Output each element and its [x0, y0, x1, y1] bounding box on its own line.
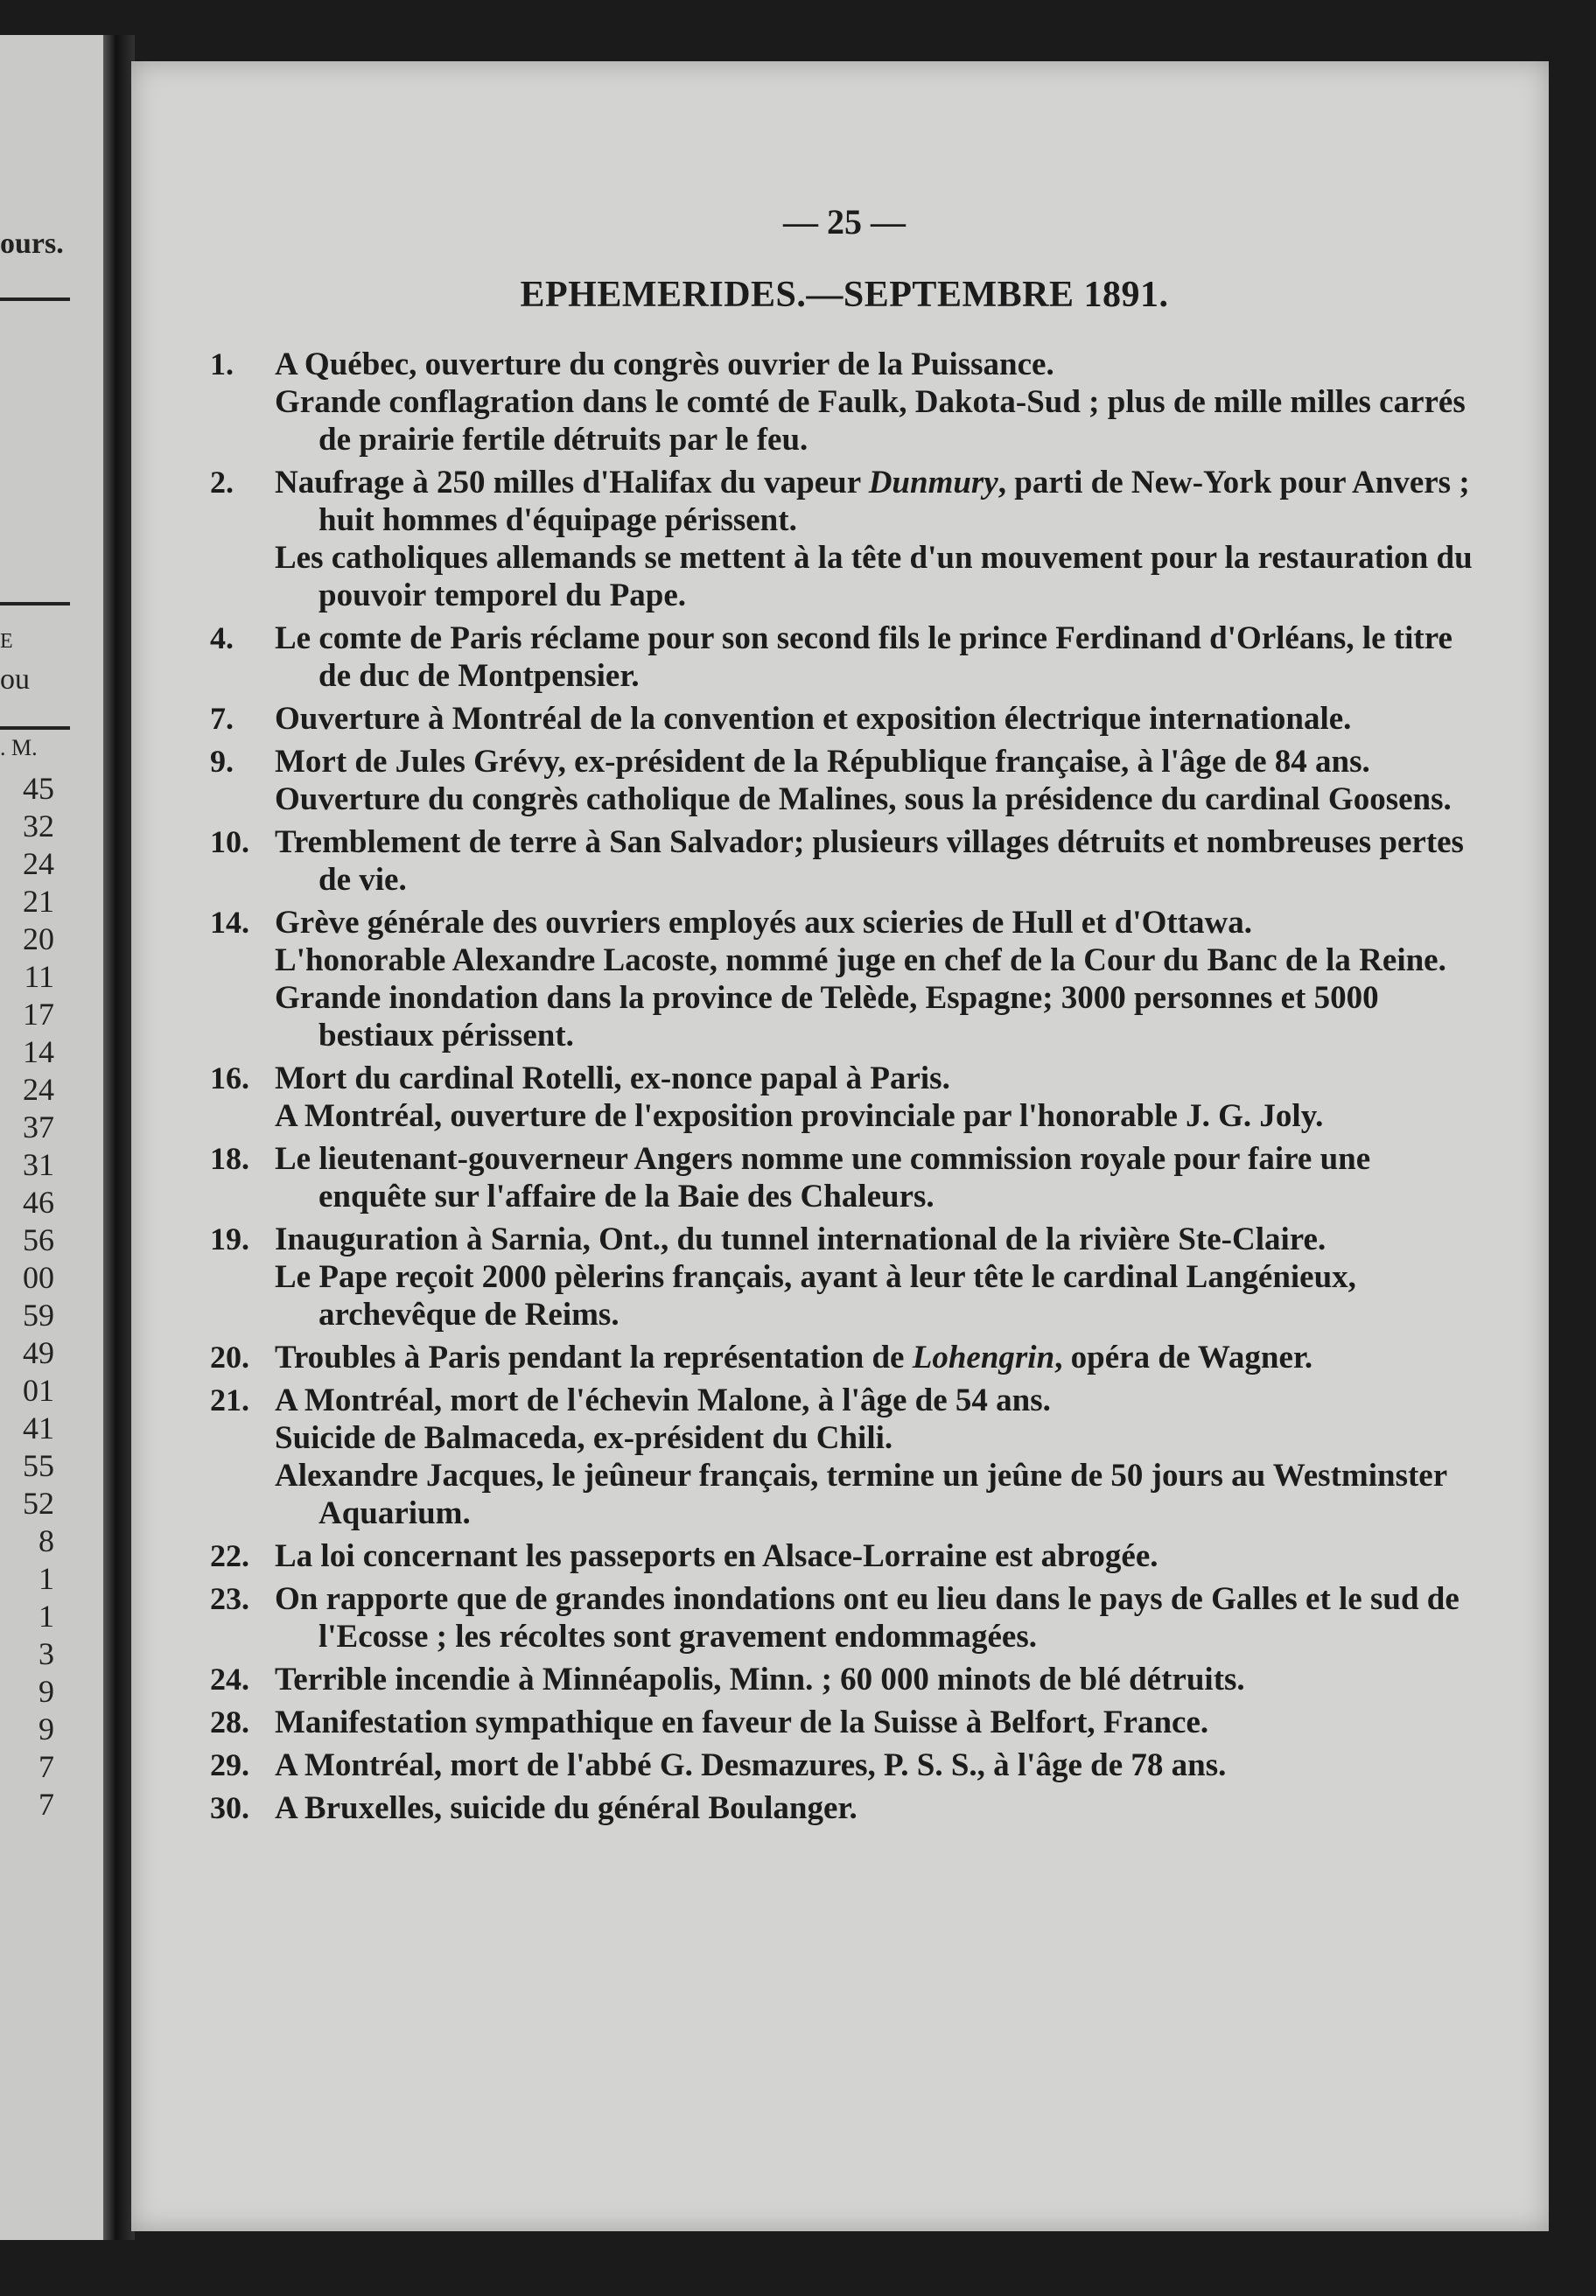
ephemeris-entry — [210, 700, 1479, 738]
left-page-number: 41 — [23, 1410, 54, 1446]
left-page-number: 20 — [23, 921, 54, 956]
entry-event-text: Inauguration à Sarnia, Ont., du tunnel international de la rivière Ste-Claire. — [275, 1222, 1326, 1257]
ephemeris-entry — [210, 1060, 1479, 1135]
ephemeris-entry — [210, 1221, 1479, 1334]
left-page-rule — [0, 298, 70, 301]
entry-event-text: Le comte de Paris réclame pour son second fils le prince Ferdinand d'Orléans, le titre de duc de Montpensier. — [275, 620, 1452, 694]
entry-event-text: Les catholiques allemands se mettent à la tête d'un mouvement pour la restauration du pouvoir temporel du Pape. — [275, 540, 1473, 613]
left-page-number: 3 — [38, 1636, 54, 1671]
entry-event-text: Le lieutenant-gouverneur Angers nomme une commission royale pour faire une enquête sur l'affaire de la Baie des Chaleurs. — [275, 1141, 1371, 1214]
left-page-number: 8 — [38, 1523, 54, 1558]
left-page-number: 7 — [38, 1749, 54, 1784]
ephemerides-list — [210, 346, 1479, 1827]
entry-day: 28. — [210, 1704, 249, 1740]
ephemeris-entry — [210, 743, 1479, 818]
entry-event-text: Grève générale des ouvriers employés aux scieries de Hull et d'Ottawa. — [275, 905, 1252, 941]
entry-day: 10. — [210, 824, 249, 859]
entry-event-text: La loi concernant les passeports en Alsace-Lorraine est abrogée. — [275, 1538, 1158, 1574]
ephemeris-entry — [210, 1537, 1479, 1575]
left-page-number: 14 — [23, 1034, 54, 1069]
left-page-number: 01 — [23, 1373, 54, 1408]
entry-day: 7. — [210, 701, 234, 736]
left-page-number: 9 — [38, 1712, 54, 1746]
entry-event-text: Grande conflagration dans le comté de Faulk, Dakota-Sud ; plus de mille milles carrés de prairie fertile détruits par le feu. — [275, 384, 1466, 458]
left-page-rule — [0, 726, 70, 730]
ephemeris-entry — [210, 1580, 1479, 1656]
left-page-number: 45 — [23, 771, 54, 806]
entry-event-text: Ouverture du congrès catholique de Malines, sous la présidence du cardinal Goosens. — [275, 781, 1452, 817]
entry-day: 20. — [210, 1340, 249, 1375]
entry-event-text: A Québec, ouverture du congrès ouvrier de la Puissance. — [275, 346, 1054, 382]
entry-event-text: Suicide de Balmaceda, ex-président du Chili. — [275, 1420, 893, 1456]
left-page-number: 17 — [23, 997, 54, 1032]
page-number: — 25 — — [783, 202, 906, 242]
entry-day: 19. — [210, 1222, 249, 1256]
left-page-number: 21 — [23, 884, 54, 919]
left-page-text-fragment: ou — [0, 663, 30, 696]
entry-day: 23. — [210, 1581, 249, 1616]
ephemeris-entry — [210, 823, 1479, 899]
left-page-text-fragment: E — [0, 630, 13, 653]
entry-day: 14. — [210, 905, 249, 940]
entry-event-text: Tremblement de terre à San Salvador; plusieurs villages détruits et nombreuses pertes de vie. — [275, 824, 1464, 898]
left-page-number: 1 — [38, 1561, 54, 1596]
entry-event-text: Manifestation sympathique en faveur de la Suisse à Belfort, France. — [275, 1704, 1209, 1740]
entry-event-text: On rapporte que de grandes inondations ont eu lieu dans le pays de Galles et le sud de l'Ecosse ; les récoltes sont gravement endommagées. — [275, 1581, 1460, 1655]
entry-event-text: Le Pape reçoit 2000 pèlerins français, ayant à leur tête le cardinal Langénieux, archevêque de Reims. — [275, 1259, 1356, 1333]
ephemeris-entry — [210, 620, 1479, 695]
entry-event-text: A Bruxelles, suicide du général Boulanger. — [275, 1790, 858, 1826]
left-page-number: 11 — [24, 959, 54, 994]
ephemeris-entry — [210, 1746, 1479, 1784]
ephemeris-entry — [210, 1661, 1479, 1698]
left-page-number: 32 — [23, 808, 54, 844]
entry-day: 2. — [210, 465, 234, 500]
page-content — [210, 201, 1479, 1832]
left-page-number: 46 — [23, 1185, 54, 1220]
left-page-number: 24 — [23, 846, 54, 881]
entry-day: 1. — [210, 346, 234, 382]
entry-day: 4. — [210, 620, 234, 655]
left-page-number: 59 — [23, 1298, 54, 1333]
left-page-number: 1 — [38, 1599, 54, 1634]
ephemeris-entry — [210, 346, 1479, 458]
left-page-number: 00 — [23, 1260, 54, 1295]
left-page-number: 55 — [23, 1448, 54, 1483]
entry-day: 29. — [210, 1747, 249, 1782]
ephemeris-entry — [210, 904, 1479, 1054]
left-page-rule — [0, 602, 70, 606]
ephemeris-entry — [210, 1339, 1479, 1376]
page-heading: EPHEMERIDES.—SEPTEMBRE 1891. — [520, 275, 1169, 315]
book-gutter — [103, 35, 135, 2240]
entry-day: 22. — [210, 1538, 249, 1573]
entry-event-text: Grande inondation dans la province de Telède, Espagne; 3000 personnes et 5000 bestiaux périssent. — [275, 980, 1379, 1054]
entry-event-text: Terrible incendie à Minnéapolis, Minn. ; 60 000 minots de blé détruits. — [275, 1662, 1245, 1698]
entry-day: 21. — [210, 1382, 249, 1418]
entry-event-text: Mort de Jules Grévy, ex-président de la République française, à l'âge de 84 ans. — [275, 744, 1370, 780]
left-page-number: 49 — [23, 1335, 54, 1370]
left-page-header-fragment: ours. — [0, 228, 64, 260]
ephemeris-entry — [210, 464, 1479, 614]
left-page-number: 37 — [23, 1110, 54, 1144]
entry-event-text: L'honorable Alexandre Lacoste, nommé juge en chef de la Cour du Banc de la Reine. — [275, 942, 1446, 978]
left-page-number: 24 — [23, 1072, 54, 1107]
left-page-number: 52 — [23, 1486, 54, 1521]
entry-event-text: A Montréal, mort de l'abbé G. Desmazures, P. S. S., à l'âge de 78 ans. — [275, 1747, 1227, 1783]
left-page-number: 31 — [23, 1147, 54, 1182]
left-page-number: 7 — [38, 1787, 54, 1822]
left-page-number-column — [23, 770, 54, 1824]
entry-day: 18. — [210, 1141, 249, 1176]
entry-day: 24. — [210, 1662, 249, 1697]
ephemeris-entry — [210, 1382, 1479, 1532]
entry-event-text: A Montréal, mort de l'échevin Malone, à l'âge de 54 ans. — [275, 1382, 1051, 1418]
entry-day: 9. — [210, 744, 234, 779]
book-page — [131, 61, 1549, 2231]
entry-event-text: Troubles à Paris pendant la représentation de Lohengrin, opéra de Wagner. — [275, 1340, 1313, 1376]
left-page-number: 56 — [23, 1222, 54, 1257]
entry-day: 30. — [210, 1790, 249, 1825]
entry-event-text: Ouverture à Montréal de la convention et exposition électrique internationale. — [275, 701, 1352, 737]
left-page-number: 9 — [38, 1674, 54, 1709]
entry-event-text: Naufrage à 250 milles d'Halifax du vapeur Dunmury, parti de New-York pour Anvers ; huit hommes d'équipage périssent. — [275, 465, 1470, 538]
entry-event-text: A Montréal, ouverture de l'exposition provinciale par l'honorable J. G. Joly. — [275, 1098, 1324, 1134]
ephemeris-entry — [210, 1140, 1479, 1215]
entry-event-text: Alexandre Jacques, le jeûneur français, termine un jeûne de 50 jours au Westminster Aquarium. — [275, 1458, 1447, 1531]
entry-event-text: Mort du cardinal Rotelli, ex-nonce papal à Paris. — [275, 1060, 950, 1096]
ephemeris-entry — [210, 1789, 1479, 1827]
entry-day: 16. — [210, 1060, 249, 1096]
ephemeris-entry — [210, 1704, 1479, 1741]
left-page-text-fragment: . M. — [0, 735, 38, 760]
